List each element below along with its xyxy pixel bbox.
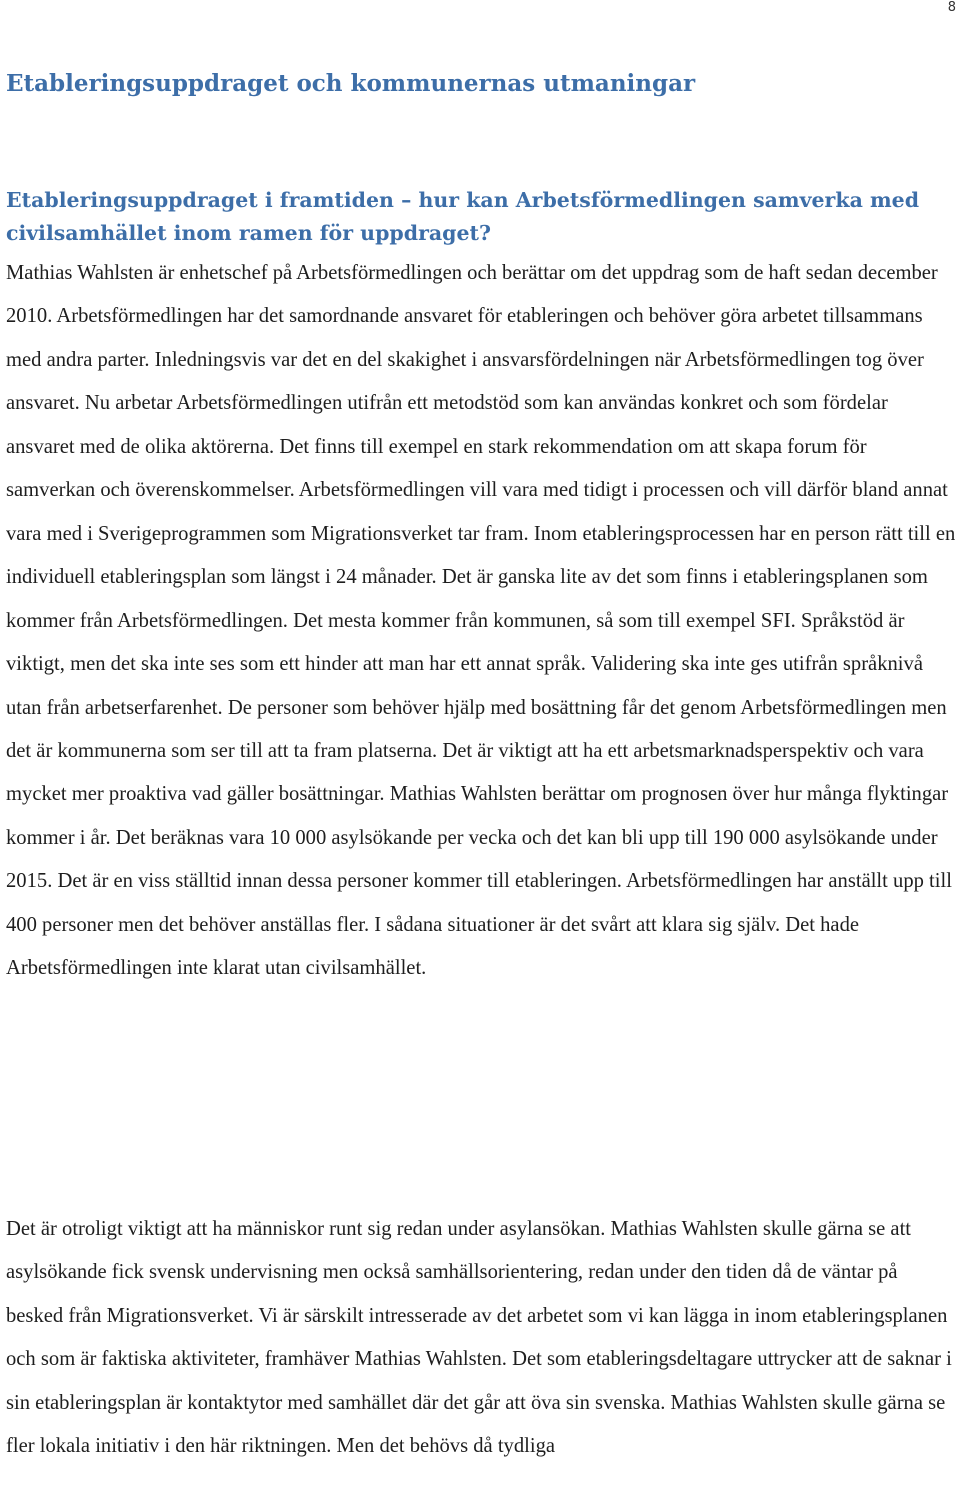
body-paragraph-2: Det är otroligt viktigt att ha människor runt sig redan under asylansökan. Mathias Wahlsten skulle gärna se att asylsökande fick svensk undervisning men också samhällsorientering, redan under den tiden då de väntar på besked från Migrationsverket. Vi är särskilt intresserade av det arbetet som vi kan lägga in inom etableringsplanen och som är faktiska aktiviteter, framhäver Mathias Wahlsten. Det som etableringsdeltagare uttrycker att de saknar i sin etableringsplan är kontaktytor med samhället där det går att öva sin svenska. Mathias Wahlsten skulle gärna se fler lokala initiativ i den här riktningen. Men det behövs då tydliga [6, 1218, 952, 1458]
subsection-title: Etableringsuppdraget i framtiden – hur kan Arbetsförmedlingen samverka med civilsamhället inom ramen för uppdraget? [6, 188, 920, 245]
page-number: 8 [947, 0, 956, 15]
section-title: Etableringsuppdraget och kommunernas utmaningar [6, 70, 696, 97]
body-paragraph-1: Mathias Wahlsten är enhetschef på Arbetsförmedlingen och berättar om det uppdrag som de haft sedan december 2010. Arbetsförmedlingen har det samordnande ansvaret för etableringen och behöver göra arbetet tillsammans med andra parter. Inledningsvis var det en del skakighet i ansvarsfördelningen när Arbetsförmedlingen tog över ansvaret. Nu arbetar Arbetsförmedlingen utifrån ett metodstöd som kan användas konkret och som fördelar ansvaret med de olika aktörerna. Det finns till exempel en stark rekommendation om att skapa forum för samverkan och överenskommelser. Arbetsförmedlingen vill vara med tidigt i processen och vill därför bland annat vara med i Sverigeprogrammen som Migrationsverket tar fram. Inom etableringsprocessen har en person rätt till en individuell etableringsplan som längst i 24 månader. Det är ganska lite av det som finns i etableringsplanen som kommer från Arbetsförmedlingen. Det mesta kommer från kommunen, så som till exempel SFI. Språkstöd är viktigt, men det ska inte ses som ett hinder att man har ett annat språk. Validering ska inte ges utifrån språknivå utan från arbetserfarenhet. De personer som behöver hjälp med bosättning får det genom Arbetsförmedlingen men det är kommunerna som ser till att ta fram platserna. Det är viktigt att ha ett arbetsmarknadsperspektiv och vara mycket mer proaktiva vad gäller bosättningar. Mathias Wahlsten berättar om prognosen över hur många flyktingar kommer i år. Det beräknas vara 10 000 asylsökande per vecka och det kan bli upp till 190 000 asylsökande under 2015. Det är en viss ställtid innan dessa personer kommer till etableringen. Arbetsförmedlingen har anställt upp till 400 personer men det behöver anställas fler. I sådana situationer är det svårt att klara sig själv. Det hade Arbetsförmedlingen inte klarat utan civilsamhället. [6, 262, 956, 980]
